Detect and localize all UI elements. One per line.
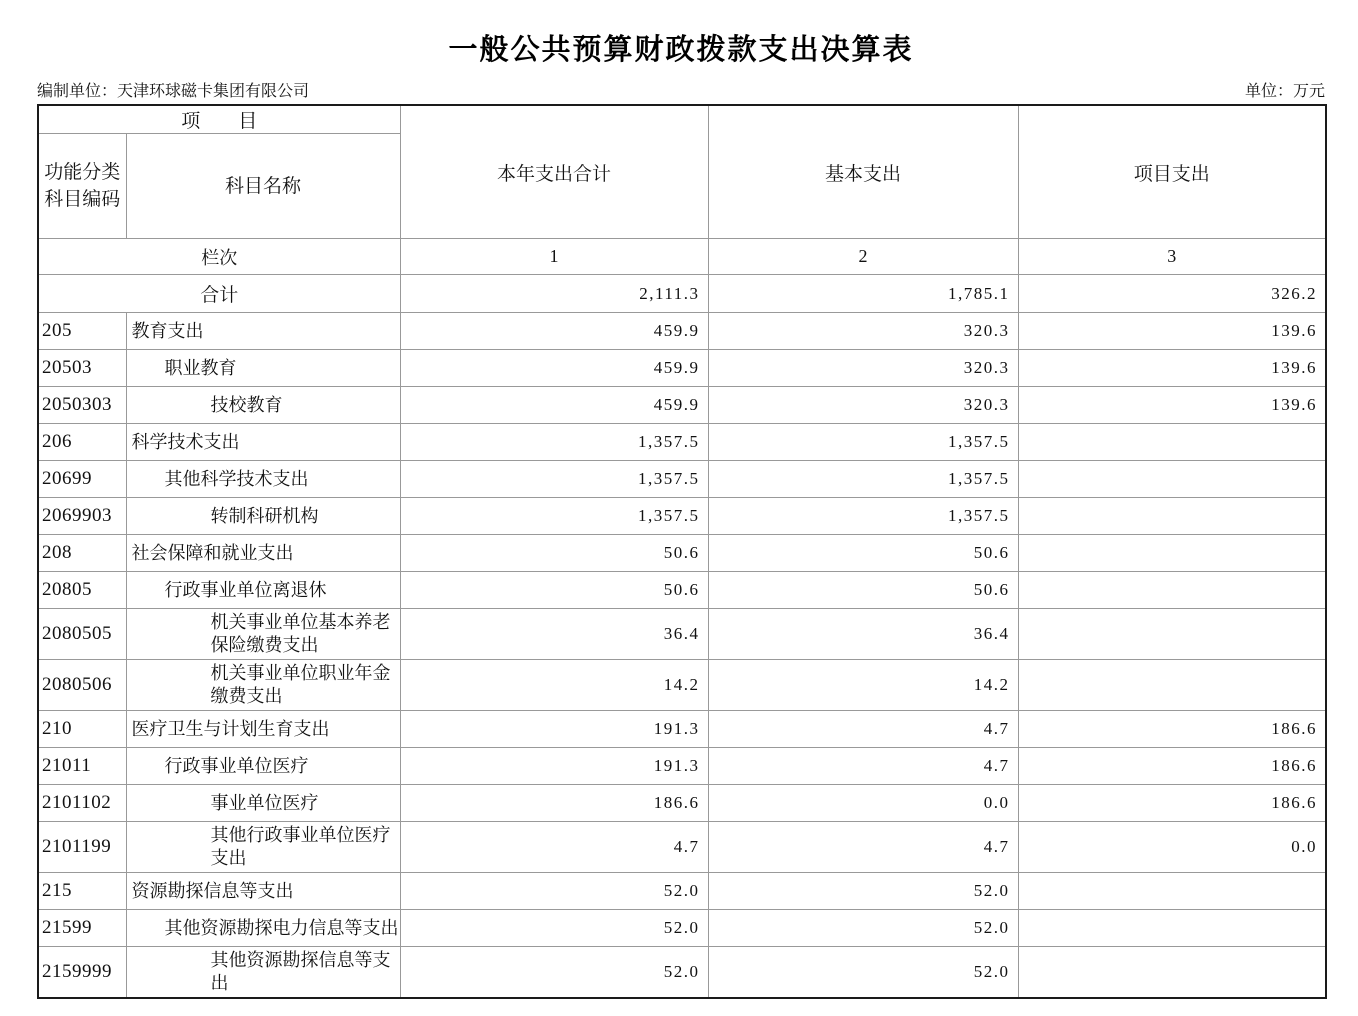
cell-subject-name: 机关事业单位基本养老保险缴费支出: [126, 609, 400, 660]
cell-basic-expenditure: 1,357.5: [708, 424, 1018, 461]
column-index-1: 1: [400, 239, 708, 275]
cell-function-code: 20805: [38, 572, 126, 609]
cell-function-code: 2080506: [38, 660, 126, 711]
total-value-current-year: 2,111.3: [400, 275, 708, 313]
header-project-group: 项 目: [38, 105, 400, 134]
cell-current-year-total: 186.6: [400, 785, 708, 822]
table-row: [38, 785, 1326, 822]
cell-function-code: 2050303: [38, 387, 126, 424]
cell-function-code: 2080505: [38, 609, 126, 660]
cell-current-year-total: 459.9: [400, 350, 708, 387]
prepared-by-label: 编制单位：天津环球磁卡集团有限公司: [37, 83, 310, 100]
cell-basic-expenditure: 1,357.5: [708, 498, 1018, 535]
cell-function-code: 20699: [38, 461, 126, 498]
cell-current-year-total: 36.4: [400, 609, 708, 660]
lanci-label: 栏次: [38, 239, 400, 275]
header-row-project: [38, 105, 1326, 134]
cell-subject-name: 机关事业单位职业年金缴费支出: [126, 660, 400, 711]
cell-basic-expenditure: 14.2: [708, 660, 1018, 711]
cell-current-year-total: 50.6: [400, 535, 708, 572]
cell-current-year-total: 459.9: [400, 313, 708, 350]
table-row: [38, 822, 1326, 873]
table-row: [38, 910, 1326, 947]
cell-subject-name: 科学技术支出: [126, 424, 400, 461]
cell-basic-expenditure: 52.0: [708, 873, 1018, 910]
header-function-code: 功能分类科目编码: [38, 134, 126, 239]
cell-function-code: 208: [38, 535, 126, 572]
cell-function-code: 2159999: [38, 947, 126, 999]
table-row: [38, 461, 1326, 498]
cell-current-year-total: 52.0: [400, 947, 708, 999]
cell-basic-expenditure: 52.0: [708, 947, 1018, 999]
table-row: [38, 350, 1326, 387]
cell-current-year-total: 14.2: [400, 660, 708, 711]
cell-basic-expenditure: 50.6: [708, 535, 1018, 572]
cell-subject-name: 技校教育: [126, 387, 400, 424]
report-page: [37, 0, 1325, 999]
cell-basic-expenditure: 0.0: [708, 785, 1018, 822]
cell-function-code: 205: [38, 313, 126, 350]
cell-project-expenditure: [1018, 660, 1326, 711]
cell-basic-expenditure: 36.4: [708, 609, 1018, 660]
cell-subject-name: 职业教育: [126, 350, 400, 387]
header-project-expenditure: 项目支出: [1018, 105, 1326, 239]
cell-current-year-total: 191.3: [400, 748, 708, 785]
cell-project-expenditure: [1018, 910, 1326, 947]
cell-project-expenditure: [1018, 873, 1326, 910]
column-index-2: 2: [708, 239, 1018, 275]
cell-current-year-total: 1,357.5: [400, 424, 708, 461]
table-row: [38, 711, 1326, 748]
cell-project-expenditure: [1018, 947, 1326, 999]
cell-subject-name: 事业单位医疗: [126, 785, 400, 822]
cell-basic-expenditure: 320.3: [708, 387, 1018, 424]
cell-current-year-total: 52.0: [400, 910, 708, 947]
table-row: [38, 313, 1326, 350]
table-row: [38, 498, 1326, 535]
table-row: [38, 947, 1326, 999]
expenditure-table: [37, 104, 1327, 999]
cell-basic-expenditure: 320.3: [708, 350, 1018, 387]
cell-current-year-total: 1,357.5: [400, 461, 708, 498]
column-index-row: [38, 239, 1326, 275]
unit-label: 单位：万元: [1244, 83, 1325, 100]
cell-function-code: 20503: [38, 350, 126, 387]
cell-basic-expenditure: 4.7: [708, 822, 1018, 873]
cell-subject-name: 行政事业单位医疗: [126, 748, 400, 785]
cell-subject-name: 资源勘探信息等支出: [126, 873, 400, 910]
cell-project-expenditure: [1018, 424, 1326, 461]
cell-project-expenditure: 186.6: [1018, 748, 1326, 785]
table-row: [38, 748, 1326, 785]
cell-current-year-total: 4.7: [400, 822, 708, 873]
table-row: [38, 873, 1326, 910]
total-row: [38, 275, 1326, 313]
total-value-basic: 1,785.1: [708, 275, 1018, 313]
cell-project-expenditure: 0.0: [1018, 822, 1326, 873]
cell-subject-name: 其他科学技术支出: [126, 461, 400, 498]
header-basic-expenditure: 基本支出: [708, 105, 1018, 239]
cell-basic-expenditure: 4.7: [708, 748, 1018, 785]
cell-function-code: 210: [38, 711, 126, 748]
cell-function-code: 2101199: [38, 822, 126, 873]
cell-project-expenditure: 139.6: [1018, 313, 1326, 350]
table-row: [38, 387, 1326, 424]
cell-project-expenditure: 186.6: [1018, 711, 1326, 748]
cell-subject-name: 行政事业单位离退休: [126, 572, 400, 609]
column-index-3: 3: [1018, 239, 1326, 275]
cell-subject-name: 其他资源勘探信息等支出: [126, 947, 400, 999]
cell-project-expenditure: [1018, 535, 1326, 572]
cell-function-code: 215: [38, 873, 126, 910]
cell-subject-name: 其他资源勘探电力信息等支出: [126, 910, 400, 947]
total-value-project: 326.2: [1018, 275, 1326, 313]
cell-project-expenditure: [1018, 609, 1326, 660]
table-row: [38, 535, 1326, 572]
header-current-year-total: 本年支出合计: [400, 105, 708, 239]
cell-project-expenditure: [1018, 461, 1326, 498]
cell-current-year-total: 50.6: [400, 572, 708, 609]
cell-project-expenditure: 139.6: [1018, 350, 1326, 387]
cell-function-code: 21599: [38, 910, 126, 947]
cell-basic-expenditure: 50.6: [708, 572, 1018, 609]
cell-subject-name: 转制科研机构: [126, 498, 400, 535]
cell-subject-name: 其他行政事业单位医疗支出: [126, 822, 400, 873]
cell-current-year-total: 191.3: [400, 711, 708, 748]
table-row: [38, 609, 1326, 660]
cell-current-year-total: 1,357.5: [400, 498, 708, 535]
cell-subject-name: 社会保障和就业支出: [126, 535, 400, 572]
table-row: [38, 424, 1326, 461]
header-subject-name: 科目名称: [126, 134, 400, 239]
cell-basic-expenditure: 1,357.5: [708, 461, 1018, 498]
total-label: 合计: [38, 275, 400, 313]
cell-function-code: 206: [38, 424, 126, 461]
cell-subject-name: 医疗卫生与计划生育支出: [126, 711, 400, 748]
cell-basic-expenditure: 4.7: [708, 711, 1018, 748]
cell-current-year-total: 459.9: [400, 387, 708, 424]
cell-project-expenditure: 139.6: [1018, 387, 1326, 424]
table-row: [38, 660, 1326, 711]
cell-project-expenditure: 186.6: [1018, 785, 1326, 822]
cell-function-code: 21011: [38, 748, 126, 785]
cell-function-code: 2069903: [38, 498, 126, 535]
cell-project-expenditure: [1018, 498, 1326, 535]
page-title: 一般公共预算财政拨款支出决算表: [448, 34, 914, 66]
cell-subject-name: 教育支出: [126, 313, 400, 350]
cell-project-expenditure: [1018, 572, 1326, 609]
meta-row: [37, 82, 1325, 102]
table-row: [38, 572, 1326, 609]
cell-current-year-total: 52.0: [400, 873, 708, 910]
cell-basic-expenditure: 52.0: [708, 910, 1018, 947]
cell-function-code: 2101102: [38, 785, 126, 822]
cell-basic-expenditure: 320.3: [708, 313, 1018, 350]
